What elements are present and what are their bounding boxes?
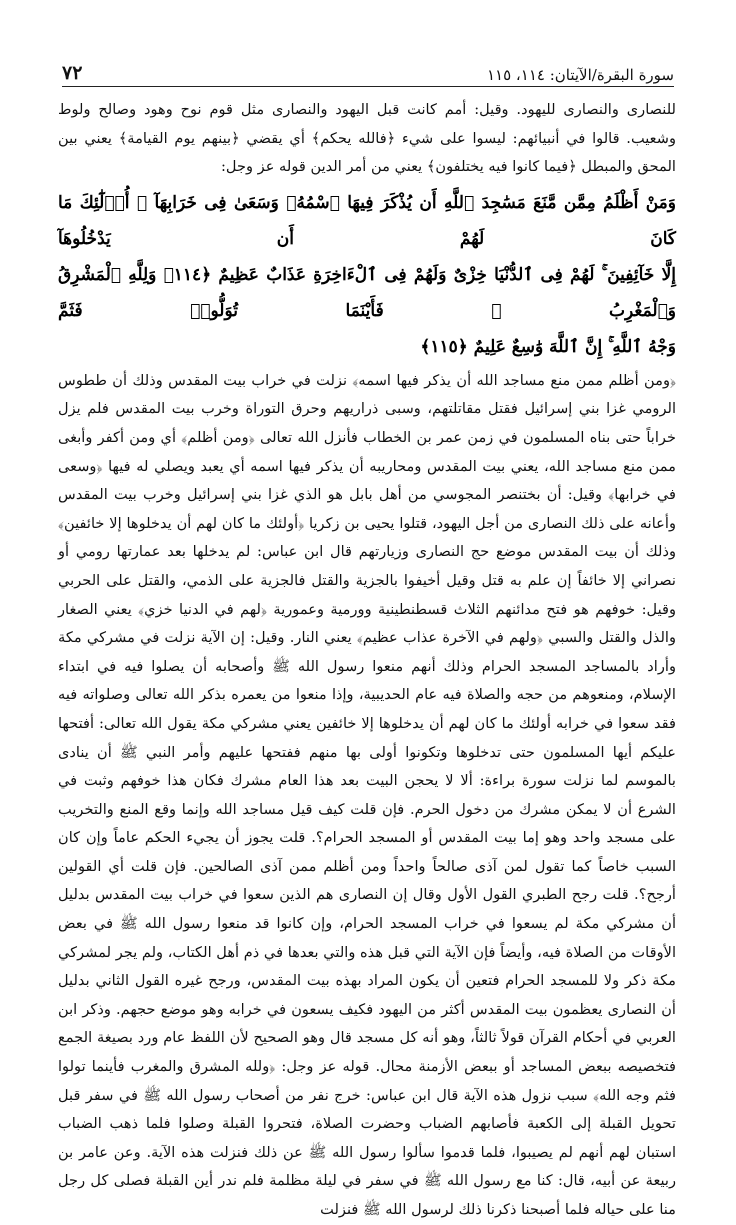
quran-verse-line: وَجْهُ ٱللَّهِ ۚ إِنَّ ٱللَّهَ وَٰسِعٌ عَلِيمٌ ﴿١١٥﴾: [420, 336, 676, 357]
page-header: [62, 60, 674, 87]
quran-verse-line: إِلَّا خَآئِفِينَ ۚ لَهُمْ فِى ٱلدُّنْيَا خِزْىٌ وَلَهُمْ فِى ٱلْءَاخِرَةِ عَذَابٌ عَظِيمٌ ﴿١١٤﴾ وَلِلَّهِ ٱلْمَشْرِقُ وَٱلْمَغْرِبُ ۚ فَأَيْنَمَا تُوَلُّوا۟ فَثَمَّ: [58, 264, 676, 321]
quran-verses-block: [58, 185, 676, 365]
intro-paragraph: للنصارى والنصارى لليهود. وقيل: أمم كانت قبل اليهود والنصارى مثل قوم نوح وهود وصالح ولوط وشعيب. قالوا في أنبيائهم: ليسوا على شيء ﴿فالله يحكم﴾ أي يقضي ﴿بينهم يوم القيامة﴾ يعني بين المحق والمبطل ﴿فيما كانوا فيه يختلفون﴾ يعني من أمر الدين قوله عز وجل:: [58, 101, 676, 176]
running-title: سورة البقرة/الآيتان: ١١٤، ١١٥: [486, 66, 674, 84]
page-number: ٧٢: [62, 62, 83, 84]
commentary-paragraph: ﴿ومن أظلم ممن منع مساجد الله أن يذكر فيها اسمه﴾ نزلت في خراب بيت المقدس وذلك أن ططوس الرومي غزا بني إسرائيل فقتل مقاتلتهم، وسبى ذراريهم وحرق التوراة وخرب بيت المقدس فلم يزل خراباً حتى بناه المسلمون في زمن عمر بن الخطاب فأنزل الله تعالى ﴿ومن أظلم﴾ أي ومن أكفر وأبغى ممن منع مساجد الله، يعني بيت المقدس ومحاريبه أن يذكر فيها اسمه أي يعبد ويصلي له فيها ﴿وسعى في خرابها﴾ وقيل: أن بختنصر المجوسي من أهل بابل هو الذي غزا بني إسرائيل وخرب بيت المقدس وأعانه على ذلك النصارى من أجل اليهود، قتلوا يحيى بن زكريا ﴿أولئك ما كان لهم أن يدخلوها إلا خائفين﴾ وذلك أن بيت المقدس موضع حج النصارى وزيارتهم قال ابن عباس: لم يدخلها بعد عمارتها رومي أو نصراني إلا خائفاً إن علم به قتل وقيل أخيفوا بالجزية والقتل فالجزية على الذمي، والقتل على الحربي وقيل: خوفهم هو فتح مدائنهم الثلاث قسطنطينية وورمية وعمورية ﴿لهم في الدنيا خزي﴾ يعني الصغار والذل والقتل والسبي ﴿ولهم في الآخرة عذاب عظيم﴾ يعني النار. وقيل: إن الآية نزلت في مشركي مكة وأراد بالمساجد المسجد الحرام وذلك أنهم منعوا رسول الله ﷺ وأصحابه أن يصلوا فيه في ابتداء الإسلام، ومنعوهم من حجه والصلاة فيه عام الحديبية، وإذا منعوا من يعمره بذكر الله تعالى وصلواته فيه فقد سعوا في خرابه أولئك ما كان لهم أن يدخلوها إلا خائفين يعني مشركي مكة يقول الله تعالى: أفتحها عليكم أيها المسلمون حتى تدخلوها وتكونوا أولى بها منهم ففتحها عليهم وأمر النبي ﷺ أن ينادى بالموسم لما نزلت سورة براءة: ألا لا يحجن البيت بعد هذا العام مشرك فكان هذا خوفهم وثبت في الشرع أن لا يمكن مشرك من دخول الحرم. فإن قلت كيف قيل مساجد الله وإنما وقع المنع والتخريب على مسجد واحد وهو إما بيت المقدس أو المسجد الحرام؟. قلت يجوز أن يجيء الحكم عاماً وإن كان السبب خاصاً كما تقول لمن آذى صالحاً واحداً ومن أظلم ممن آذى الصالحين. فإن قلت أي القولين أرجح؟. قلت رجح الطبري القول الأول وقال إن النصارى هم الذين سعوا في خراب بيت المقدس بدليل أن مشركي مكة لم يسعوا في خراب المسجد الحرام، وإن كانوا قد منعوا رسول الله ﷺ في بعض الأوقات من الصلاة فيه، وأيضاً فإن الآية التي قبل هذه والتي بعدها في ذم أهل الكتاب، ولم يجر لمشركي مكة ذكر ولا للمسجد الحرام فتعين أن يكون المراد بهذه بيت المقدس، ورجح غيره القول الثاني بدليل أن النصارى يعظمون بيت المقدس أكثر من اليهود فكيف يسعون في خرابه وهو موضع حجهم. وذكر ابن العربي في أحكام القرآن قولاً ثالثاً، وهو أنه كل مسجد قال وهو الصحيح لأن اللفظ عام ورد بصيغة الجمع فتخصيصه ببعض المساجد أو ببعض الأزمنة محال. قوله عز وجل: ﴿ولله المشرق والمغرب فأينما تولوا فثم وجه الله﴾ سبب نزول هذه الآية قال ابن عباس: خرج نفر من أصحاب رسول الله ﷺ في سفر قبل تحويل القبلة إلى الكعبة فأصابهم الضباب وحضرت الصلاة، فتحروا القبلة وصلوا فلما ذهب الضباب استبان لهم أنهم لم يصيبوا، فلما قدموا سألوا رسول الله ﷺ عن ذلك فنزلت هذه الآية. وعن عامر بن ربيعة عن أبيه، قال: كنا مع رسول الله ﷺ في سفر في ليلة مظلمة فلم ندر أين القبلة فصلى كل رجل منا على حياله فلما أصبحنا ذكرنا ذلك لرسول الله ﷺ فنزلت: [58, 371, 676, 1218]
page-body: [58, 96, 676, 1225]
quran-verse-line: وَمَنْ أَظْلَمُ مِمَّن مَّنَعَ مَسَٰجِدَ ٱللَّهِ أَن يُذْكَرَ فِيهَا ٱسْمُهُۥ وَسَعَىٰ فِى خَرَابِهَآ ۚ أُو۟لَٰٓئِكَ مَا كَانَ لَهُمْ أَن يَدْخُلُوهَآ: [58, 192, 676, 249]
